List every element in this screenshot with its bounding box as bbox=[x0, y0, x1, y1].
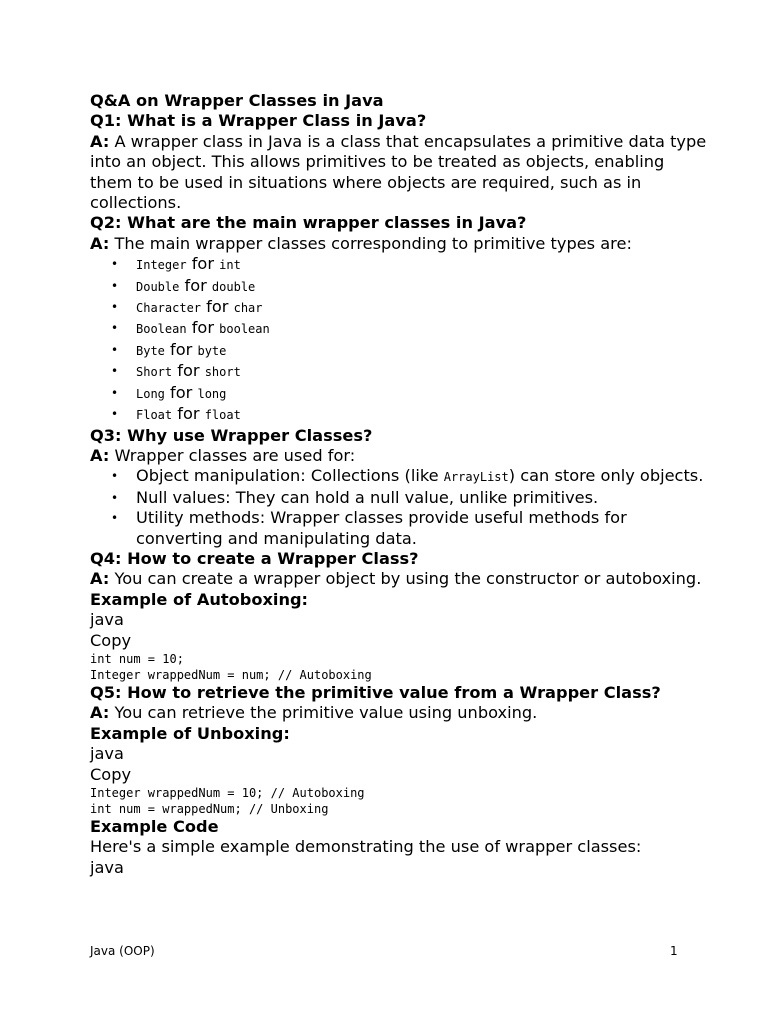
page-title: Q&A on Wrapper Classes in Java bbox=[90, 91, 384, 110]
connector: for bbox=[172, 361, 205, 381]
primitive-name: int bbox=[219, 258, 241, 273]
primitive-name: byte bbox=[197, 343, 227, 358]
connector: for bbox=[164, 339, 198, 359]
example-code-heading: Example Code bbox=[90, 817, 219, 836]
answer-label: A: bbox=[90, 445, 110, 465]
example-code-text: Here's a simple example demonstrating the use of wrapper classes: bbox=[90, 837, 642, 857]
wrapper-name: Float bbox=[136, 408, 173, 423]
wrapper-name: Integer bbox=[136, 258, 187, 273]
list-item bbox=[90, 254, 710, 275]
q1-heading: Q1: What is a Wrapper Class in Java? bbox=[90, 111, 427, 131]
connector: for bbox=[201, 297, 234, 317]
primitive-name: float bbox=[204, 408, 241, 423]
answer-label: A: bbox=[90, 233, 110, 253]
connector: for bbox=[179, 275, 212, 295]
inline-code: ArrayList bbox=[443, 470, 509, 485]
list-item bbox=[90, 340, 710, 361]
autoboxing-heading: Example of Autoboxing: bbox=[90, 589, 309, 609]
connector: for bbox=[186, 318, 220, 338]
list-item bbox=[90, 466, 710, 487]
list-item: • Utility methods: Wrapper classes provide useful methods for converting and manipulating data. bbox=[90, 508, 710, 549]
answer-label: A: bbox=[90, 703, 110, 723]
q5-heading: Q5: How to retrieve the primitive value from a Wrapper Class? bbox=[90, 682, 661, 702]
list-item bbox=[90, 404, 710, 425]
wrapper-class-list bbox=[90, 254, 710, 425]
primitive-name: boolean bbox=[219, 322, 270, 337]
connector: for bbox=[164, 382, 198, 402]
code-line: Integer wrappedNum = num; // Autoboxing bbox=[90, 667, 372, 682]
q1-answer-text: A wrapper class in Java is a class that encapsulates a primitive data type into an object. This allows primitives to be treated as objects, enabling them to be used in situations where objects are required, such as in collections. bbox=[90, 131, 707, 213]
unboxing-heading: Example of Unboxing: bbox=[90, 723, 290, 743]
q2-heading: Q2: What are the main wrapper classes in Java? bbox=[90, 213, 527, 233]
answer-label: A: bbox=[90, 131, 110, 151]
q2-answer bbox=[90, 234, 710, 254]
connector: for bbox=[186, 254, 220, 274]
list-item bbox=[90, 297, 710, 318]
primitive-name: short bbox=[204, 365, 241, 380]
uses-list bbox=[90, 466, 710, 549]
document-body bbox=[90, 91, 710, 878]
q3-answer-text: Wrapper classes are used for: bbox=[109, 445, 356, 465]
list-item bbox=[90, 276, 710, 297]
wrapper-name: Double bbox=[136, 279, 180, 294]
q3-heading: Q3: Why use Wrapper Classes? bbox=[90, 425, 373, 445]
q4-heading: Q4: How to create a Wrapper Class? bbox=[90, 548, 419, 568]
list-item: • Null values: They can hold a null value, unlike primitives. bbox=[90, 488, 710, 508]
connector: for bbox=[172, 404, 205, 424]
list-item bbox=[90, 383, 710, 404]
code-line: Integer wrappedNum = 10; // Autoboxing bbox=[90, 786, 365, 800]
primitive-name: long bbox=[197, 386, 227, 401]
wrapper-name: Short bbox=[136, 365, 173, 380]
q5-answer bbox=[90, 703, 710, 723]
list-item bbox=[90, 361, 710, 382]
primitive-name: double bbox=[211, 279, 256, 294]
bullet-text: ) can store only objects. bbox=[508, 466, 704, 486]
list-item bbox=[90, 318, 710, 339]
code-language: java bbox=[90, 857, 124, 877]
page-number: 1 bbox=[670, 944, 678, 958]
bullet-text: Object manipulation: Collections (like bbox=[136, 466, 444, 486]
q3-answer bbox=[90, 446, 710, 466]
copy-button[interactable]: Copy bbox=[90, 630, 132, 650]
q4-answer bbox=[90, 569, 710, 589]
wrapper-name: Byte bbox=[136, 343, 165, 358]
q4-answer-text: You can create a wrapper object by using the constructor or autoboxing. bbox=[109, 569, 702, 589]
code-line: int num = wrappedNum; // Unboxing bbox=[90, 802, 329, 816]
wrapper-name: Character bbox=[136, 301, 202, 316]
copy-button[interactable]: Copy bbox=[90, 764, 132, 784]
q1-answer bbox=[90, 132, 710, 214]
q5-answer-text: You can retrieve the primitive value using unboxing. bbox=[109, 703, 538, 723]
answer-label: A: bbox=[90, 569, 110, 589]
q2-answer-text: The main wrapper classes corresponding to primitive types are: bbox=[109, 233, 632, 253]
wrapper-name: Long bbox=[136, 386, 165, 401]
wrapper-name: Boolean bbox=[136, 322, 187, 337]
footer-title: Java (OOP) bbox=[90, 944, 155, 958]
code-language: java bbox=[90, 610, 124, 630]
code-line: int num = 10; bbox=[90, 651, 184, 666]
code-language: java bbox=[90, 744, 124, 764]
primitive-name: char bbox=[233, 301, 263, 316]
